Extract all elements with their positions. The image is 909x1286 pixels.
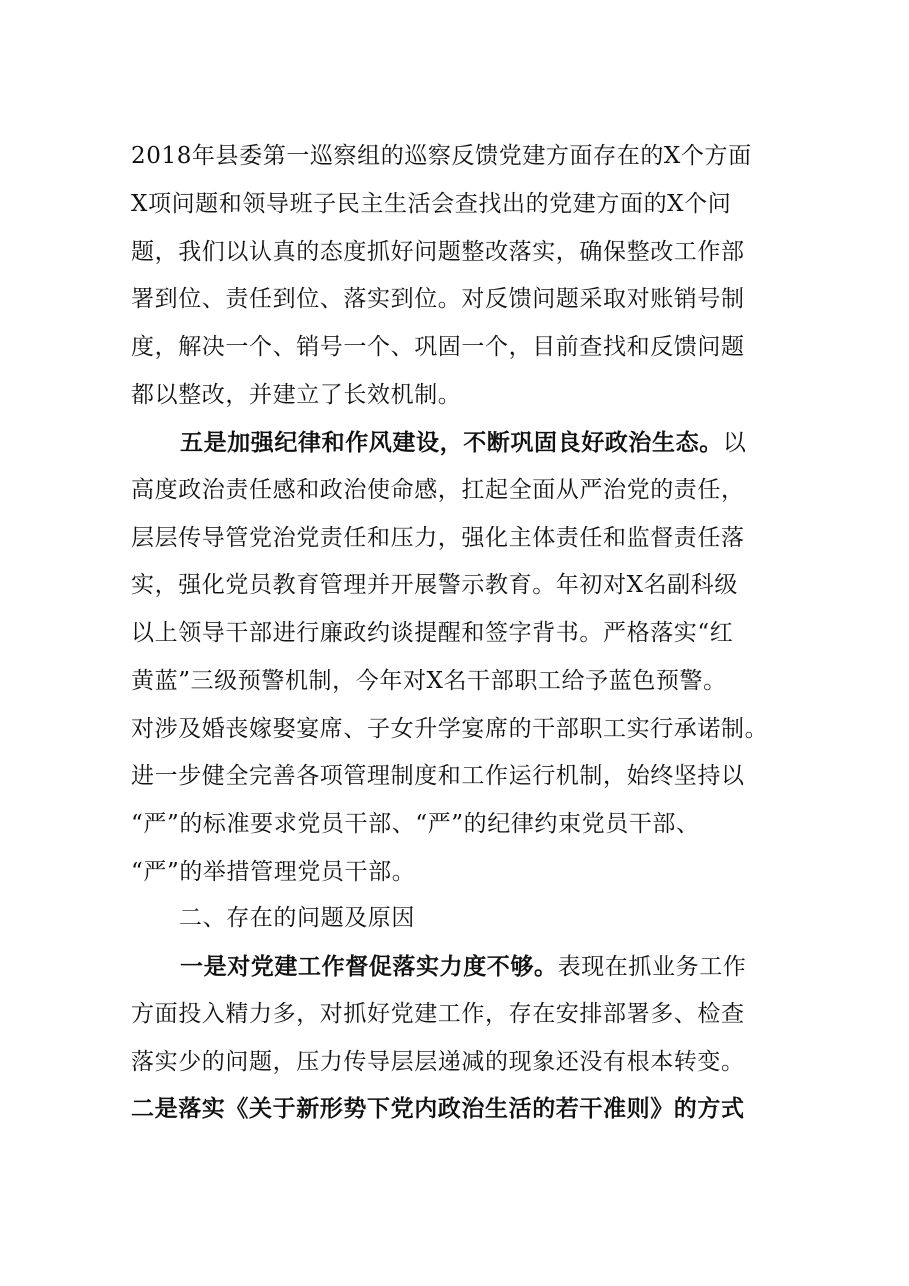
paragraph-3-lead-bold: 一是对党建工作督促落实力度不够。 [180, 953, 558, 980]
paragraph-2-first-line [180, 428, 840, 458]
paragraph-2-line-3: 层层传导管党治党责任和压力，强化主体责任和监督责任落 [131, 525, 745, 551]
paragraph-2-lead-bold: 五是加强纪律和作风建设，不断巩固良好政治生态。 [180, 429, 723, 456]
paragraph-2-line-7: 对涉及婚丧嫁娶宴席、子女升学宴席的干部职工实行承诺制。 [131, 716, 769, 742]
section-heading: 二、存在的问题及原因 [179, 905, 415, 931]
paragraph-4-lead-bold: 二是落实《关于新形势下党内政治生活的若干准则》的方式 [131, 1095, 745, 1122]
paragraph-2-line-8: 进一步健全完善各项管理制度和工作运行机制，始终坚持以 [131, 763, 745, 789]
paragraph-2-line-10: “严”的举措管理党员干部。 [131, 859, 416, 885]
paragraph-2-lead-rest: 以 [722, 430, 747, 456]
paragraph-1-line-3: 题，我们以认真的态度抓好问题整改落实，确保整改工作部 [131, 239, 745, 265]
paragraph-1-line-6: 都以整改，并建立了长效机制。 [131, 382, 462, 408]
paragraph-3-first-line [180, 952, 840, 982]
paragraph-2-line-4: 实，强化党员教育管理并开展警示教育。年初对X名副科级 [131, 572, 738, 598]
paragraph-2-line-9: “严”的标准要求党员干部、“严”的纪律约束党员干部、 [131, 811, 700, 837]
paragraph-2-line-5: 以上领导干部进行廉政约谈提醒和签字背书。严格落实“红 [131, 620, 734, 646]
paragraph-1-line-2: X项问题和领导班子民主生活会查找出的党建方面的X个问 [131, 191, 732, 217]
paragraph-1-line-1: 2018年县委第一巡察组的巡察反馈党建方面存在的X个方面 [131, 143, 752, 169]
paragraph-2-line-2: 高度政治责任感和政治使命感，扛起全面从严治党的责任， [131, 477, 745, 503]
paragraph-3-line-2: 方面投入精力多，对抓好党建工作，存在安排部署多、检查 [131, 1001, 745, 1027]
paragraph-1-line-5: 度，解决一个、销号一个、巩固一个，目前查找和反馈问题 [131, 334, 745, 360]
paragraph-1-line-4: 署到位、责任到位、落实到位。对反馈问题采取对账销号制 [131, 286, 745, 312]
paragraph-3-lead-rest: 表现在抓业务工作 [557, 954, 747, 980]
paragraph-3-line-3: 落实少的问题，压力传导层层递减的现象还没有根本转变。 [131, 1049, 745, 1075]
paragraph-2-line-6: 黄蓝”三级预警机制，今年对X名干部职工给予蓝色预警。 [131, 668, 727, 694]
paragraph-4-first-line [131, 1094, 791, 1124]
